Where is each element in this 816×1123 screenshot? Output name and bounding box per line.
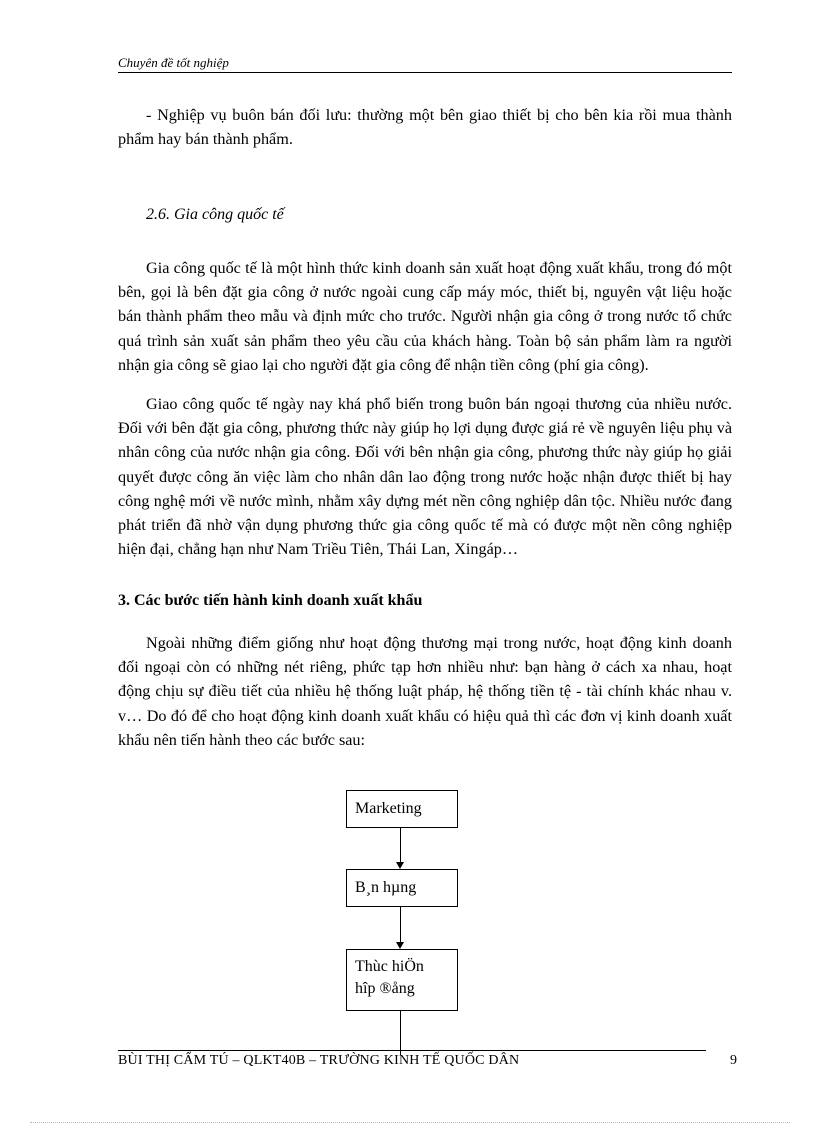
paragraph-processing-benefits: Giao công quốc tế ngày nay khá phổ biến trong buôn bán ngoại thương của nhiều nước. Đối với bên đặt gia công, phương thức này giúp họ lợi dụng được giá rẻ về nguyên liệu phụ và nhân công của nước nhận gia công. Đối với bên nhận gia công, phương thức này giúp họ giải quyết được công ăn việc làm cho nhân dân lao động trong nước hoặc nhận được thiết bị hay công nghệ mới về nước mình, nhằm xây dựng mét nền công nghiệp dân tộc. Nhiều nước đang phát triển đã nhờ vận dụng phương thức gia công quốc tế mà có được một nền công nghiệp hiện đại, chẳng hạn như Nam Triều Tiên, Thái Lan, Xingáp…	[118, 395, 732, 559]
flow-arrow-1	[396, 862, 404, 869]
flow-connector-3	[400, 1011, 401, 1055]
footer-author: BÙI THỊ CẨM TÚ – QLKT40B – TRƯỜNG KINH TẾ QUỐC DÂN	[118, 1053, 520, 1068]
flow-step-sales-label: B¸n hµng	[355, 879, 417, 896]
page-number: 9	[730, 1053, 737, 1068]
flow-step-sales	[346, 869, 458, 907]
flow-step-contract-line1: Thùc hiÖn	[355, 958, 424, 975]
flow-arrow-2	[396, 942, 404, 949]
section-heading: 3. Các bước tiến hành kinh doanh xuất khẩu	[118, 592, 423, 609]
flow-step-contract-line2: hîp ®ång	[355, 980, 415, 997]
paragraph-barter: - Nghiệp vụ buôn bán đối lưu: thường một bên giao thiết bị cho bên kia rồi mua thành phẩm hay bán thành phẩm.	[118, 106, 732, 149]
subsection-heading: 2.6. Gia công quốc tế	[146, 206, 284, 223]
flow-step-marketing	[346, 790, 458, 828]
paragraph-export-steps: Ngoài những điểm giống như hoạt động thương mại trong nước, hoạt động kinh doanh đối ngoại còn có những nét riêng, phức tạp hơn nhiều như: bạn hàng ở cách xa nhau, hoạt động chịu sự điều tiết của nhiều hệ thống luật pháp, hệ thống tiền tệ - tài chính khác nhau v. v… Do đó để cho hoạt động kinh doanh xuất khẩu có hiệu quả thì các đơn vị kinh doanh xuất khẩu nên tiến hành theo các bước sau:	[118, 634, 732, 749]
page-header-title: Chuyên đề tốt nghiệp	[118, 55, 229, 70]
header-divider	[118, 72, 732, 73]
flow-connector-2	[400, 907, 401, 943]
flow-connector-1	[400, 828, 401, 863]
flow-step-contract	[346, 949, 458, 1011]
footer-divider	[118, 1050, 706, 1051]
paragraph-processing-definition: Gia công quốc tế là một hình thức kinh doanh sản xuất hoạt động xuất khẩu, trong đó một bên, gọi là bên đặt gia công ở nước ngoài cung cấp máy móc, thiết bị, nguyên vật liệu hoặc bán thành phẩm theo mẫu và định mức cho trước. Người nhận gia công ở trong nước tổ chức quá trình sản xuất sản phẩm theo yêu cầu của khách hàng. Toàn bộ sản phẩm làm ra người nhận gia công sẽ giao lại cho người đặt gia công để nhận tiền công (phí gia công).	[118, 259, 732, 374]
flow-step-marketing-label: Marketing	[355, 800, 422, 817]
